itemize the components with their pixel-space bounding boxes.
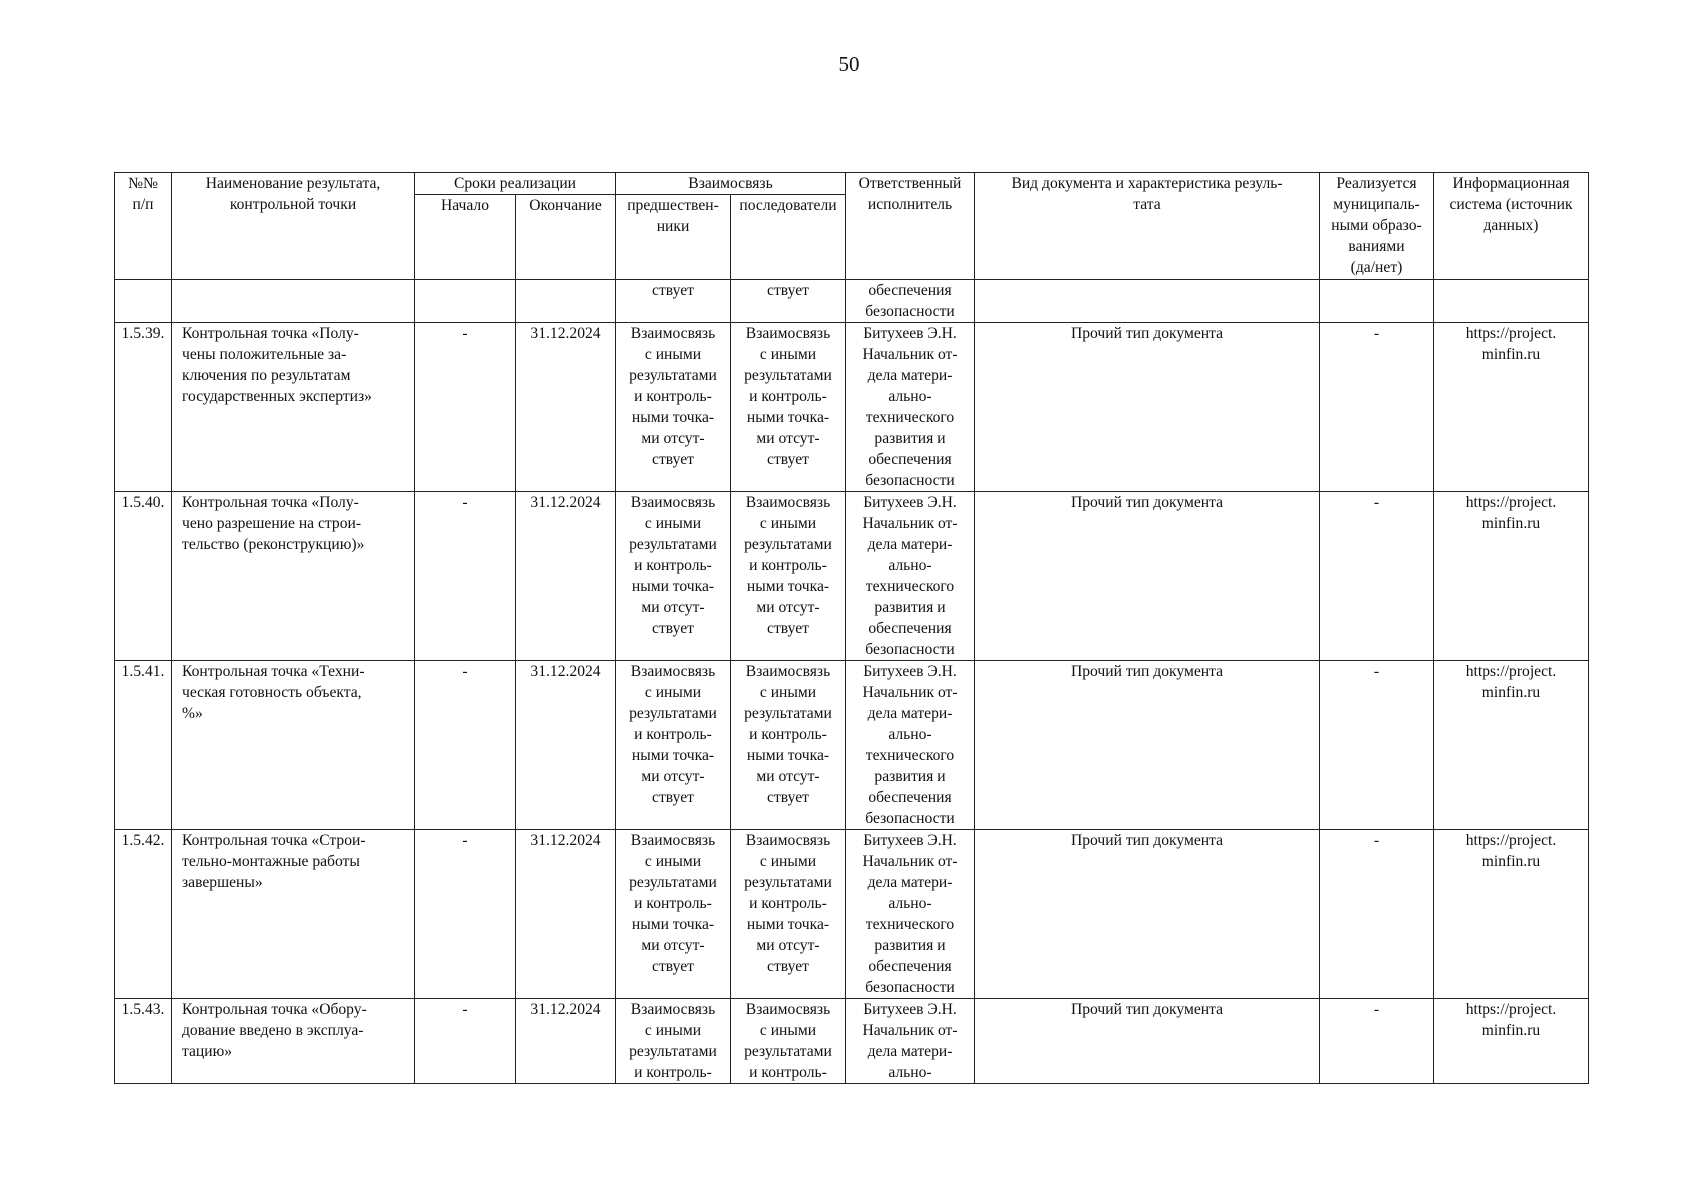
header-number: №№ п/п — [115, 173, 172, 280]
document-type: Прочий тип документа — [975, 492, 1320, 661]
control-points-table — [114, 172, 1589, 1084]
info-system-cell: https://project. minfin.ru — [1434, 323, 1589, 492]
successors-cell: Взаимосвязь с иными результатами и контроль- ными точка- ми отсут- ствует — [731, 492, 846, 661]
predecessors-cell: Взаимосвязь с иными результатами и контроль- ными точка- ми отсут- ствует — [616, 323, 731, 492]
header-successors: последователи — [731, 195, 846, 280]
result-name: Контрольная точка «Полу- чено разрешение на строи- тельство (реконструкцию)» — [172, 492, 415, 661]
responsible-cell: обеспечения безопасности — [846, 280, 975, 323]
info-system-cell: https://project. minfin.ru — [1434, 492, 1589, 661]
end-date: 31.12.2024 — [516, 492, 616, 661]
document-type: Прочий тип документа — [975, 323, 1320, 492]
municipal-cell: - — [1320, 830, 1434, 999]
predecessors-cell: ствует — [616, 280, 731, 323]
predecessors-cell: Взаимосвязь с иными результатами и контроль- ными точка- ми отсут- ствует — [616, 661, 731, 830]
table-cell — [415, 280, 516, 323]
table-cell — [172, 280, 415, 323]
responsible-cell: Битухеев Э.Н. Начальник от- дела матери- ально- — [846, 999, 975, 1084]
end-date: 31.12.2024 — [516, 830, 616, 999]
result-name: Контрольная точка «Полу- чены положительные за- ключения по результатам государственных экспертиз» — [172, 323, 415, 492]
predecessors-cell: Взаимосвязь с иными результатами и контроль- ными точка- ми отсут- ствует — [616, 492, 731, 661]
header-predecessors: предшествен- ники — [616, 195, 731, 280]
successors-cell: Взаимосвязь с иными результатами и контроль- ными точка- ми отсут- ствует — [731, 661, 846, 830]
document-type: Прочий тип документа — [975, 830, 1320, 999]
table-cell — [975, 280, 1320, 323]
start-date: - — [415, 830, 516, 999]
table-cell — [1434, 280, 1589, 323]
table-row — [115, 492, 1589, 661]
end-date: 31.12.2024 — [516, 999, 616, 1084]
header-result-name: Наименование результата, контрольной точки — [172, 173, 415, 280]
table-cell — [1320, 280, 1434, 323]
table-row — [115, 830, 1589, 999]
municipal-cell: - — [1320, 661, 1434, 830]
document-type: Прочий тип документа — [975, 661, 1320, 830]
responsible-cell: Битухеев Э.Н. Начальник от- дела матери- ально- технического развития и обеспечения безопасности — [846, 661, 975, 830]
municipal-cell: - — [1320, 492, 1434, 661]
header-row-1 — [115, 173, 1589, 195]
header-info-system: Информационная система (источник данных) — [1434, 173, 1589, 280]
responsible-cell: Битухеев Э.Н. Начальник от- дела матери- ально- технического развития и обеспечения безопасности — [846, 830, 975, 999]
responsible-cell: Битухеев Э.Н. Начальник от- дела матери- ально- технического развития и обеспечения безопасности — [846, 323, 975, 492]
end-date: 31.12.2024 — [516, 323, 616, 492]
row-number: 1.5.41. — [115, 661, 172, 830]
municipal-cell: - — [1320, 323, 1434, 492]
row-number: 1.5.42. — [115, 830, 172, 999]
info-system-cell: https://project. minfin.ru — [1434, 830, 1589, 999]
page-number: 50 — [838, 52, 860, 76]
header-start: Начало — [415, 195, 516, 280]
header-end: Окончание — [516, 195, 616, 280]
header-municipal: Реализуется муниципаль- ными образо- ваниями (да/нет) — [1320, 173, 1434, 280]
result-name: Контрольная точка «Строи- тельно-монтажные работы завершены» — [172, 830, 415, 999]
successors-cell: Взаимосвязь с иными результатами и контроль- — [731, 999, 846, 1084]
predecessors-cell: Взаимосвязь с иными результатами и контроль- ными точка- ми отсут- ствует — [616, 830, 731, 999]
table-row — [115, 323, 1589, 492]
table-cell — [115, 280, 172, 323]
result-name: Контрольная точка «Обору- дование введено в эксплуа- тацию» — [172, 999, 415, 1084]
document-type: Прочий тип документа — [975, 999, 1320, 1084]
continuation-row — [115, 280, 1589, 323]
row-number: 1.5.39. — [115, 323, 172, 492]
table-row — [115, 999, 1589, 1084]
municipal-cell: - — [1320, 999, 1434, 1084]
end-date: 31.12.2024 — [516, 661, 616, 830]
table-row — [115, 661, 1589, 830]
header-responsible: Ответственный исполнитель — [846, 173, 975, 280]
header-terms: Сроки реализации — [415, 173, 616, 195]
start-date: - — [415, 661, 516, 830]
row-number: 1.5.40. — [115, 492, 172, 661]
start-date: - — [415, 323, 516, 492]
successors-cell: Взаимосвязь с иными результатами и контроль- ными точка- ми отсут- ствует — [731, 323, 846, 492]
predecessors-cell: Взаимосвязь с иными результатами и контроль- — [616, 999, 731, 1084]
row-number: 1.5.43. — [115, 999, 172, 1084]
start-date: - — [415, 999, 516, 1084]
result-name: Контрольная точка «Техни- ческая готовность объекта, %» — [172, 661, 415, 830]
successors-cell: Взаимосвязь с иными результатами и контроль- ными точка- ми отсут- ствует — [731, 830, 846, 999]
responsible-cell: Битухеев Э.Н. Начальник от- дела матери- ально- технического развития и обеспечения безопасности — [846, 492, 975, 661]
header-document-type: Вид документа и характеристика резуль- тата — [975, 173, 1320, 280]
info-system-cell: https://project. minfin.ru — [1434, 661, 1589, 830]
table-cell — [516, 280, 616, 323]
successors-cell: ствует — [731, 280, 846, 323]
start-date: - — [415, 492, 516, 661]
header-relationship: Взаимосвязь — [616, 173, 846, 195]
info-system-cell: https://project. minfin.ru — [1434, 999, 1589, 1084]
